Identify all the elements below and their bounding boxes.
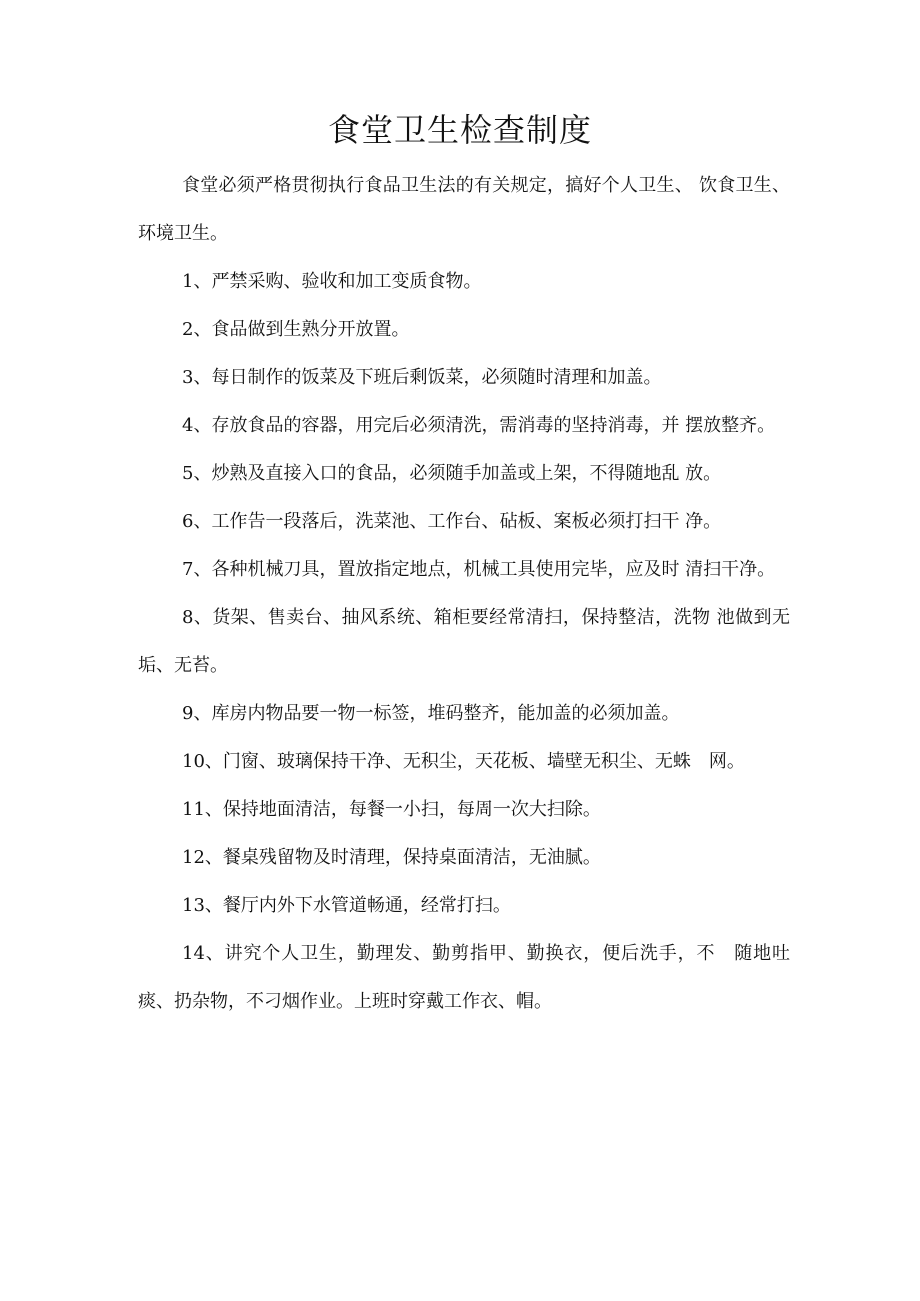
document-body [138, 162, 790, 1026]
rule-14: 14、讲究个人卫生，勤理发、勤剪指甲、勤换衣，便后洗手，不 随地吐痰、扔杂物，不刁烟作业。上班时穿戴工作衣、帽。 [138, 943, 790, 1012]
rule-10: 10、门窗、玻璃保持干净、无积尘，天花板、墙壁无积尘、无蛛 网。 [182, 751, 745, 772]
paragraph-intro: 食堂必须严格贯彻执行食品卫生法的有关规定，搞好个人卫生、 饮食卫生、环境卫生。 [138, 175, 790, 244]
rule-7: 7、各种机械刀具，置放指定地点，机械工具使用完毕，应及时 清扫干净。 [182, 559, 776, 580]
rule-6: 6、工作告一段落后，洗菜池、工作台、砧板、案板必须打扫干 净。 [182, 511, 722, 532]
rule-2: 2、食品做到生熟分开放置。 [182, 319, 410, 340]
rule-11: 11、保持地面清洁，每餐一小扫，每周一次大扫除。 [182, 799, 601, 820]
rule-8: 8、货架、售卖台、抽风系统、箱柜要经常清扫，保持整洁，洗物 池做到无垢、无苔。 [138, 607, 790, 676]
rule-5: 5、炒熟及直接入口的食品，必须随手加盖或上架，不得随地乱 放。 [182, 463, 722, 484]
rule-13: 13、餐厅内外下水管道畅通，经常打扫。 [182, 895, 511, 916]
rule-3: 3、每日制作的饭菜及下班后剩饭菜，必须随时清理和加盖。 [182, 367, 662, 388]
rule-1: 1、严禁采购、验收和加工变质食物。 [182, 271, 482, 292]
rule-12: 12、餐桌残留物及时清理，保持桌面清洁，无油腻。 [182, 847, 601, 868]
rule-4: 4、存放食品的容器，用完后必须清洗，需消毒的坚持消毒，并 摆放整齐。 [182, 415, 776, 436]
rule-9: 9、库房内物品要一物一标签，堆码整齐，能加盖的必须加盖。 [182, 703, 680, 724]
document-title: 食堂卫生检查制度 [327, 111, 592, 149]
